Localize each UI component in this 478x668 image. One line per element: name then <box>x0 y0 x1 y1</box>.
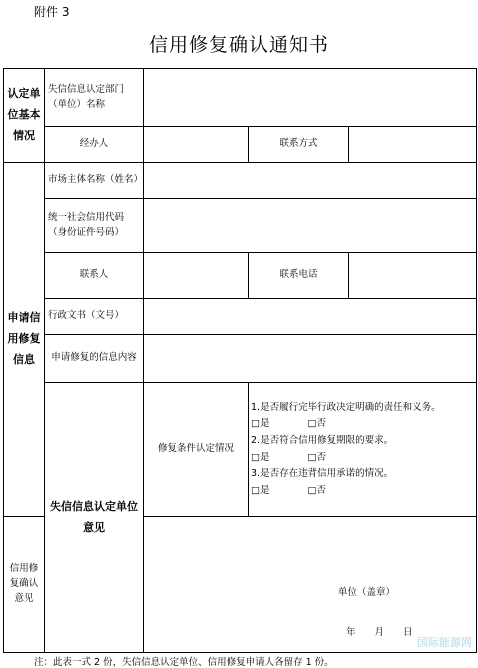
q1-yes-checkbox[interactable]: □是 <box>251 418 270 430</box>
section-basic: 认定单位基本情况 <box>4 69 45 163</box>
footnote: 注：此表一式 2 份，失信信息认定单位、信用修复申请人各留存 1 份。 <box>34 657 334 668</box>
conditions-checks <box>249 383 477 517</box>
repair-info-field[interactable] <box>144 335 477 383</box>
conditions-label: 修复条件认定情况 <box>144 383 249 517</box>
date-label: 年 月 日 <box>346 627 413 638</box>
section-opinion: 失信信息认定单位意见 <box>45 383 144 653</box>
dept-label: 失信信息认定部门（单位）名称 <box>45 69 144 127</box>
contact-person-field[interactable] <box>144 253 249 299</box>
q3-no-checkbox[interactable]: □否 <box>307 484 327 496</box>
contact-field[interactable] <box>349 127 477 163</box>
stamp-label: 单位（盖章） <box>338 587 396 598</box>
contact-label: 联系方式 <box>249 127 349 163</box>
confirm-label: 信用修复确认意见 <box>4 517 45 653</box>
question-1: 1.是否履行完毕行政决定明确的责任和义务。 <box>251 401 441 413</box>
doc-field[interactable] <box>144 299 477 335</box>
confirm-field[interactable] <box>144 517 477 653</box>
attachment-label: 附件 3 <box>34 5 70 19</box>
watermark-logo: 国际能源网 <box>417 636 472 649</box>
handler-label: 经办人 <box>45 127 144 163</box>
doc-label: 行政文书（文号） <box>45 299 144 335</box>
credit-code-label: 统一社会信用代码（身份证件号码） <box>45 199 144 253</box>
credit-code-field[interactable] <box>144 199 477 253</box>
contact-person-label: 联系人 <box>45 253 144 299</box>
form-table <box>3 68 477 653</box>
q1-no-checkbox[interactable]: □否 <box>307 418 327 430</box>
page-title: 信用修复确认通知书 <box>148 34 329 56</box>
phone-label: 联系电话 <box>249 253 349 299</box>
entity-field[interactable] <box>144 163 477 199</box>
phone-field[interactable] <box>349 253 477 299</box>
q2-yes-checkbox[interactable]: □是 <box>251 451 270 463</box>
dept-field[interactable] <box>144 69 477 127</box>
handler-field[interactable] <box>144 127 249 163</box>
question-3: 3.是否存在违背信用承诺的情况。 <box>251 468 394 480</box>
entity-label: 市场主体名称（姓名） <box>45 163 144 199</box>
q3-yes-checkbox[interactable]: □是 <box>251 484 270 496</box>
question-2: 2.是否符合信用修复期限的要求。 <box>251 434 394 446</box>
q2-no-checkbox[interactable]: □否 <box>307 451 327 463</box>
repair-info-label: 申请修复的信息内容 <box>45 335 144 383</box>
section-apply: 申请信用修复信息 <box>4 163 45 517</box>
